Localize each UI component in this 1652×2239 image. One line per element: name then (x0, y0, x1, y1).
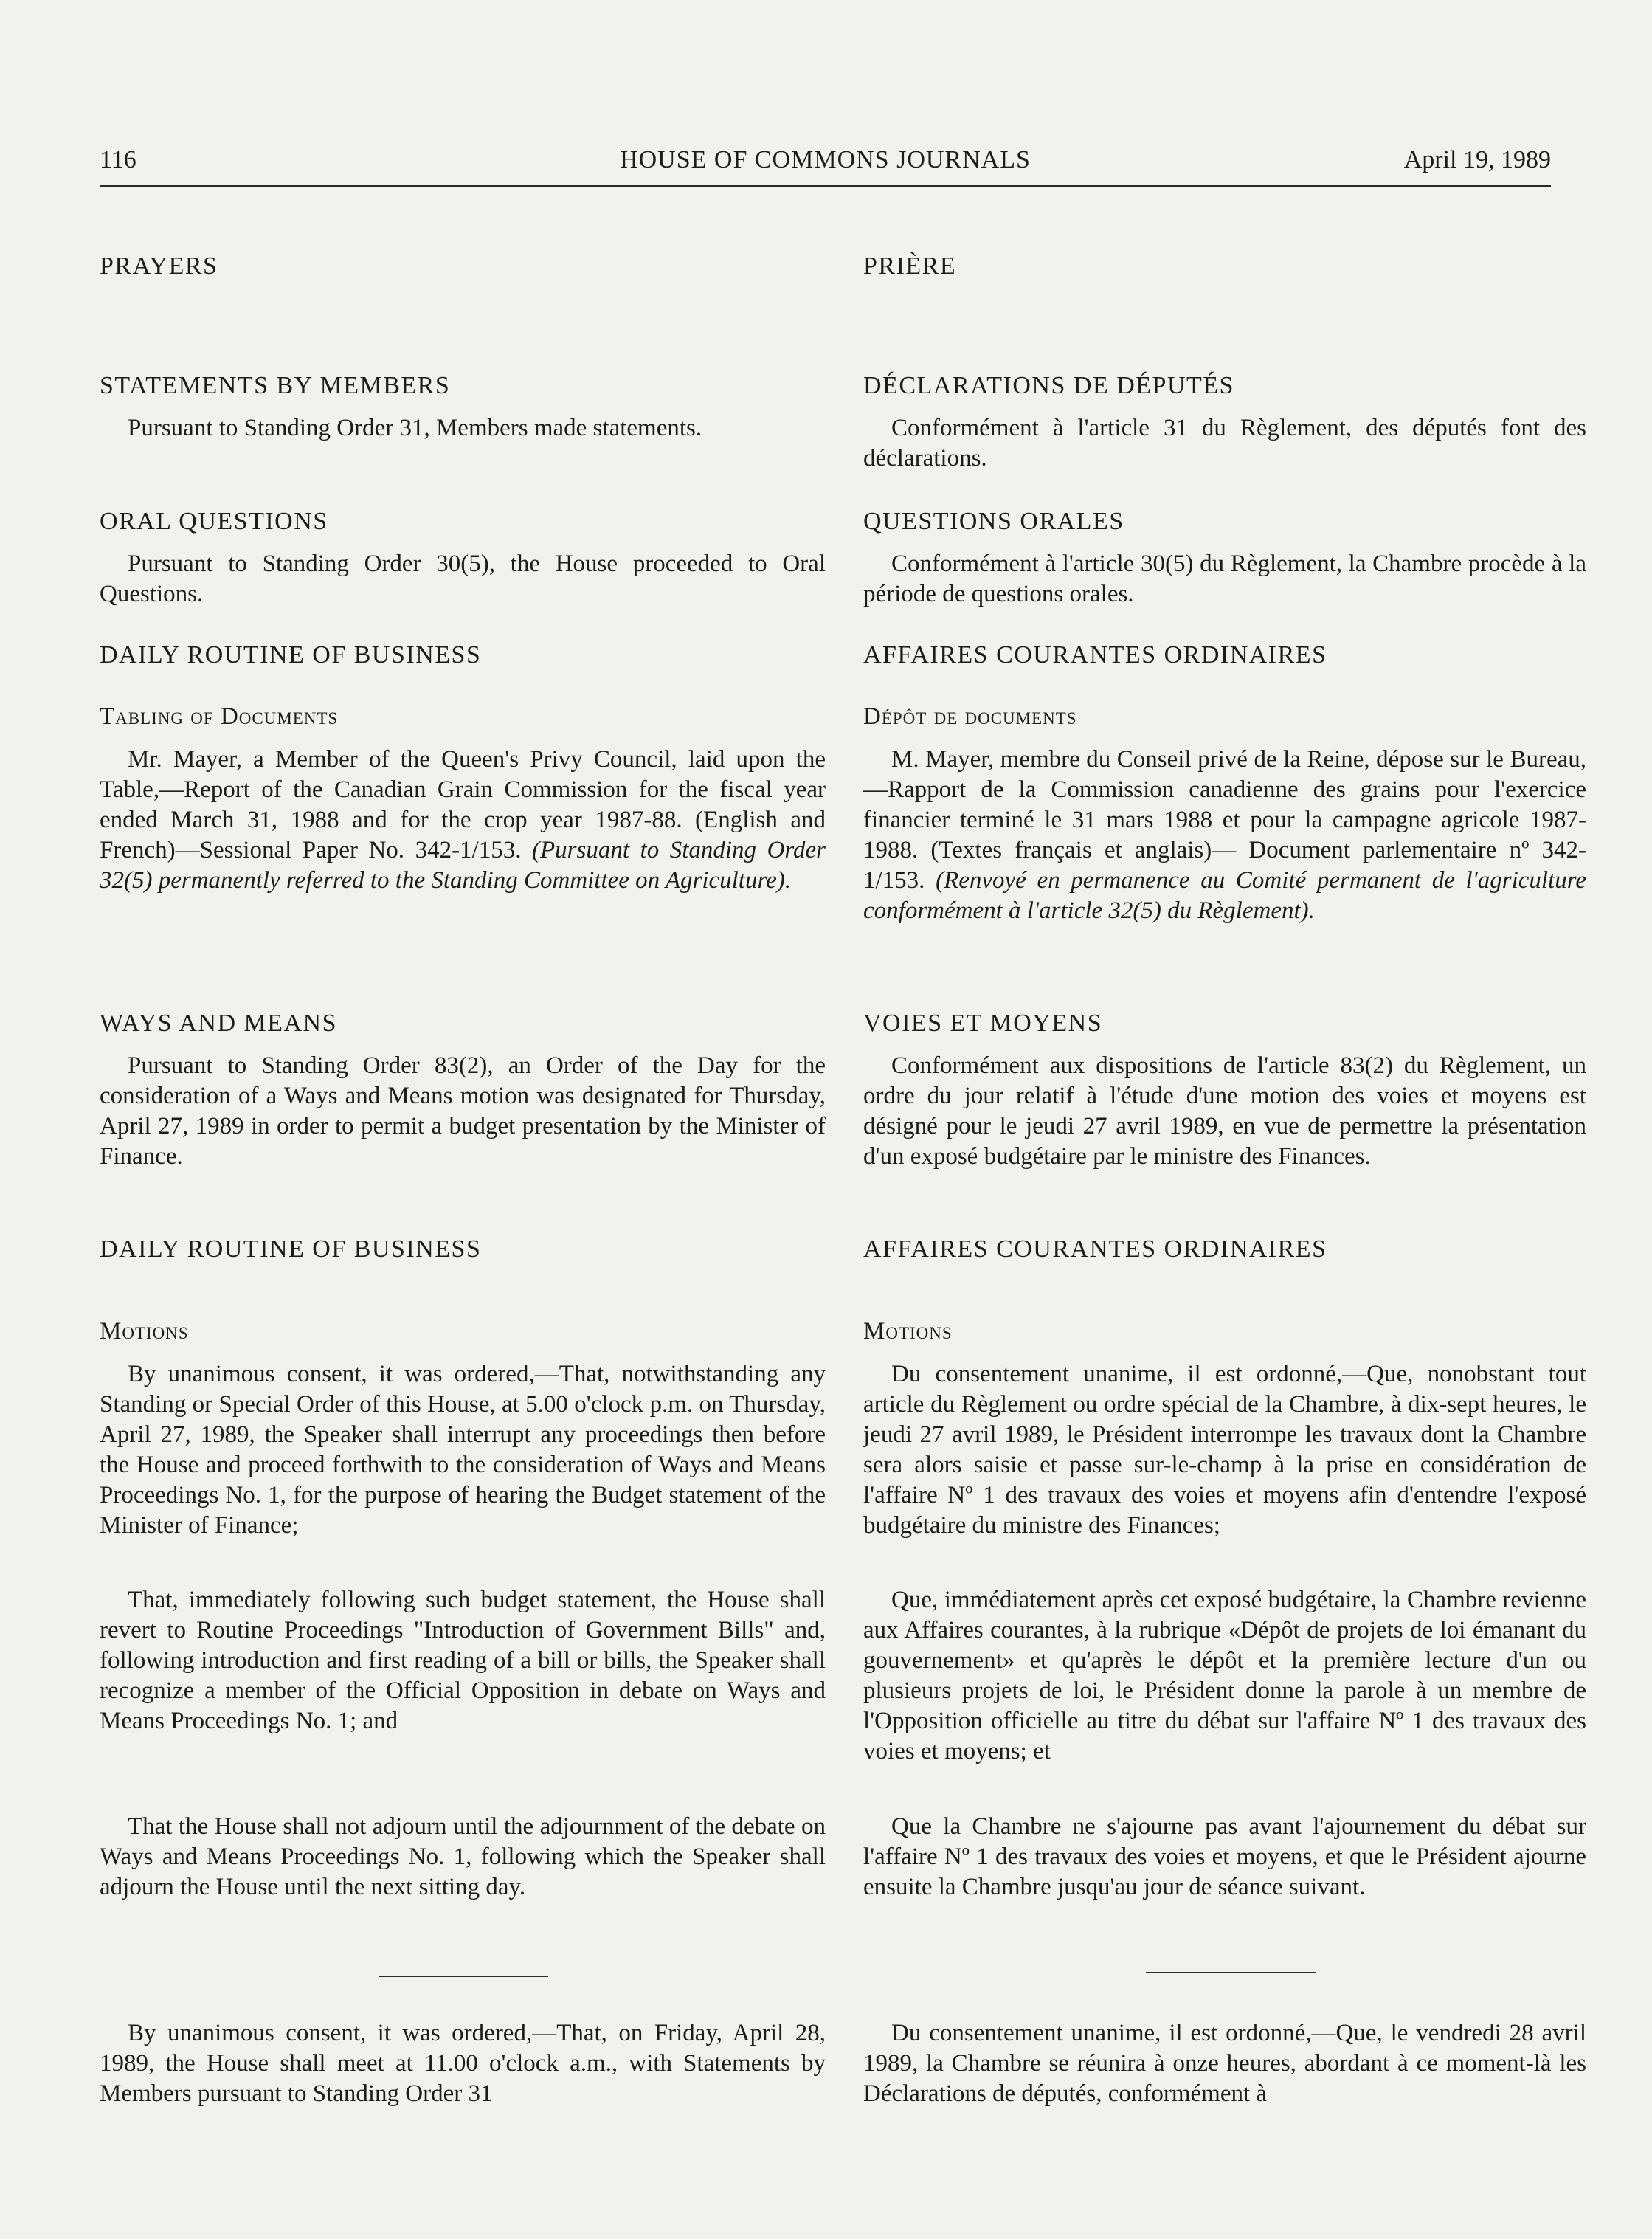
depot-renvoi: (Renvoyé en permanence au Comité permanent de l'agriculture conformément à l'article 32(5) du Règlement). (863, 867, 1586, 924)
tabling-referral: (Pursuant to Standing Order 32(5) permanently referred to the Standing Committee on Agriculture). (100, 837, 826, 894)
routine-heading: DAILY ROUTINE OF BUSINESS (100, 641, 482, 669)
motion-fr-paragraph-2: Que, immédiatement après cet exposé budgétaire, la Chambre revienne aux Affaires courantes, à la rubrique «Dépôt de projets de loi émanant du gouvernement» et qu'après le dépôt et la première lecture d'un ou plusieurs projets de loi, le Président donne la parole à un membre de l'Opposition officielle au titre du débat sur l'affaire Nº 1 des travaux des voies et moyens; et (863, 1587, 1586, 1764)
journal-date: April 19, 1989 (1403, 146, 1551, 173)
affaires-courantes-heading: AFFAIRES COURANTES ORDINAIRES (863, 641, 1327, 669)
depot-paragraph (863, 745, 1586, 926)
depot-text: M. Mayer, membre du Conseil privé de la Reine, dépose sur le Bureau,—Rapport de la Commission canadienne des grains pour l'exercice financier terminé le 31 mars 1988 et pour la campagne agricole 1987-1988. (Textes français et anglais)— Document parlementaire nº 342-1/153. (863, 746, 1586, 894)
final-paragraph: By unanimous consent, it was ordered,—That, on Friday, April 28, 1989, the House shall meet at 11.00 o'clock a.m., with Statements by Members pursuant to Standing Order 31 (100, 2020, 826, 2107)
affaires-courantes2-heading: AFFAIRES COURANTES ORDINAIRES (863, 1235, 1327, 1263)
priere-heading: PRIÈRE (863, 252, 957, 280)
tabling-paragraph (100, 745, 826, 896)
declarations-text: Conformément à l'article 31 du Règlement, des députés font des déclarations. (863, 415, 1586, 472)
page-number: 116 (100, 146, 136, 173)
tabling-text: Mr. Mayer, a Member of the Queen's Privy Council, laid upon the Table,—Report of the Canadian Grain Commission for the fiscal year ended March 31, 1988 and for the crop year 1987-88. (English and French)—Sessional Paper No. 342-1/153. (100, 746, 826, 863)
section-divider (379, 1976, 548, 1977)
motion-paragraph-1: By unanimous consent, it was ordered,—That, notwithstanding any Standing or Special Order of this House, at 5.00 o'clock p.m. on Thursday, April 27, 1989, the Speaker shall interrupt any proceedings then before the House and proceed forthwith to the consideration of Ways and Means Proceedings No. 1, for the purpose of hearing the Budget statement of the Minister of Finance; (100, 1361, 826, 1539)
motion-paragraph-3: That the House shall not adjourn until the adjournment of the debate on Ways and Means Proceedings No. 1, following which the Speaker shall adjourn the House until the next sitting day. (100, 1813, 826, 1900)
section-divider-fr (1146, 1972, 1316, 1973)
motion-fr-paragraph-1: Du consentement unanime, il est ordonné,—Que, nonobstant tout article du Règlement ou ordre spécial de la Chambre, à dix-sept heures, le jeudi 27 avril 1989, le Président interrompe les travaux dont la Chambre sera alors saisie et passe sur-le-champ à la prise en considération de l'affaire Nº 1 des travaux des voies et moyens afin d'entendre l'exposé budgétaire du ministre des Finances; (863, 1361, 1586, 1539)
oral-questions-text: Pursuant to Standing Order 30(5), the House proceeded to Oral Questions. (100, 551, 826, 607)
voies-moyens-text: Conformément aux dispositions de l'article 83(2) du Règlement, un ordre du jour relatif à l'étude d'une motion des voies et moyens est désigné pour le jeudi 27 avril 1989, en vue de permettre la présentation d'un exposé budgétaire par le ministre des Finances. (863, 1052, 1586, 1170)
journal-title: HOUSE OF COMMONS JOURNALS (620, 146, 1031, 173)
motion-fr-paragraph-3: Que la Chambre ne s'ajourne pas avant l'ajournement du débat sur l'affaire Nº 1 des travaux des voies et moyens, et que le Président ajourne ensuite la Chambre jusqu'au jour de séance suivant. (863, 1813, 1586, 1900)
tabling-subheading: Tabling of Documents (100, 703, 339, 730)
prayers-heading: PRAYERS (100, 252, 218, 280)
ways-means-text: Pursuant to Standing Order 83(2), an Order of the Day for the consideration of a Ways and Means motion was designated for Thursday, April 27, 1989 in order to permit a budget presentation by the Minister of Finance. (100, 1052, 826, 1170)
header-rule (100, 185, 1551, 187)
final-paragraph-fr: Du consentement unanime, il est ordonné,—Que, le vendredi 28 avril 1989, la Chambre se réunira à onze heures, abordant à ce moment-là les Déclarations de députés, conformément à (863, 2020, 1586, 2107)
motions-subheading: Motions (100, 1318, 189, 1345)
voies-moyens-heading: VOIES ET MOYENS (863, 1010, 1103, 1037)
routine2-heading: DAILY ROUTINE OF BUSINESS (100, 1235, 482, 1263)
questions-orales-text: Conformément à l'article 30(5) du Règlement, la Chambre procède à la période de questions orales. (863, 551, 1586, 607)
questions-orales-heading: QUESTIONS ORALES (863, 508, 1124, 535)
statements-text: Pursuant to Standing Order 31, Members made statements. (128, 415, 702, 441)
page-header (100, 146, 1551, 183)
declarations-heading: DÉCLARATIONS DE DÉPUTÉS (863, 372, 1234, 399)
statements-heading: STATEMENTS BY MEMBERS (100, 372, 451, 399)
ways-means-heading: WAYS AND MEANS (100, 1010, 338, 1037)
oral-questions-heading: ORAL QUESTIONS (100, 508, 328, 535)
motions-fr-subheading: Motions (863, 1318, 953, 1345)
depot-subheading: Dépôt de documents (863, 703, 1077, 730)
motion-paragraph-2: That, immediately following such budget statement, the House shall revert to Routine Proceedings "Introduction of Government Bills" and, following introduction and first reading of a bill or bills, the Speaker shall recognize a member of the Official Opposition in debate on Ways and Means Proceedings No. 1; and (100, 1587, 826, 1734)
